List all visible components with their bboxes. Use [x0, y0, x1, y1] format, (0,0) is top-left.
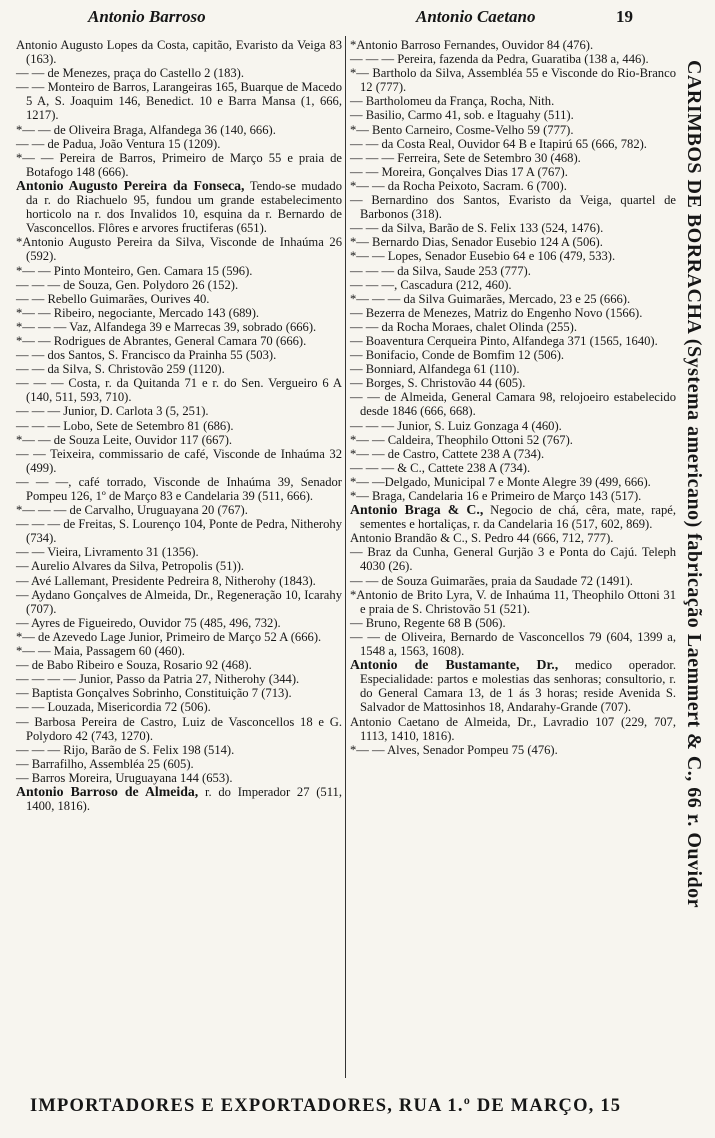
directory-entry [350, 38, 676, 52]
entry-name-bold: Antonio Braga & C., [350, 502, 484, 518]
entry-text: — Bonifacio, Conde de Bomfim 12 (506). [350, 348, 565, 363]
entry-text: — Basilio, Carmo 41, sob. e Itaguahy (511). [350, 108, 574, 123]
entry-text: *— de Azevedo Lage Junior, Primeiro de Março 52 A (666). [16, 629, 322, 644]
running-header-left: Antonio Barroso [88, 7, 206, 26]
entry-text: — — — Lobo, Sete de Setembro 81 (686). [16, 418, 234, 433]
directory-entry [16, 644, 342, 658]
entry-text: — — — — Junior, Passo da Patria 27, Nitherohy (344). [16, 672, 300, 687]
directory-entry [350, 278, 676, 292]
entry-text: *— — Maia, Passagem 60 (460). [16, 644, 185, 659]
footer-advertisement: IMPORTADORES E EXPORTADORES, RUA 1.º DE MARÇO, 15 [30, 1096, 622, 1116]
directory-entry [16, 264, 342, 278]
directory-entry [350, 447, 676, 461]
entry-text: Negocio de chá, cêra, mate, rapé, sementes e hortaliças, r. da Candelaria 16 (517, 602, 869). [360, 503, 676, 532]
entry-text: — Aurelio Alvares da Silva, Petropolis (51)). [16, 559, 245, 574]
directory-entry [16, 179, 342, 235]
entry-text: *— — Rodrigues de Abrantes, General Camara 70 (666). [16, 333, 307, 348]
directory-entry [350, 574, 676, 588]
entry-text: Antonio Brandão & C., S. Pedro 44 (666, 712, 777). [350, 531, 614, 546]
entry-text: — Barbosa Pereira de Castro, Luiz de Vasconcellos 18 e G. Polydoro 42 (743, 1270). [16, 714, 342, 743]
entry-text: — — de Souza Guimarães, praia da Saudade 72 (1491). [350, 573, 633, 588]
directory-entry [350, 475, 676, 489]
entry-text: — Boaventura Cerqueira Pinto, Alfandega 371 (1565, 1640). [350, 333, 658, 348]
directory-entry [16, 404, 342, 418]
entry-text: — — — Junior, S. Luiz Gonzaga 4 (460). [350, 418, 562, 433]
directory-entry [16, 517, 342, 545]
entry-text: — Barrafilho, Assembléa 25 (605). [16, 756, 194, 771]
directory-entry [16, 235, 342, 263]
entry-text: — — — da Silva, Saude 253 (777). [350, 263, 531, 278]
directory-entry [16, 545, 342, 559]
directory-entry [350, 362, 676, 376]
entry-text: — — — Junior, D. Carlota 3 (5, 251). [16, 404, 209, 419]
directory-entry [350, 306, 676, 320]
entry-text: *— — de Castro, Cattete 238 A (734). [350, 446, 545, 461]
entry-text: — — da Silva, S. Christovão 259 (1120). [16, 362, 225, 377]
entry-text: — — da Silva, Barão de S. Felix 133 (524, 1476). [350, 221, 604, 236]
directory-entry [350, 334, 676, 348]
left-column [16, 38, 342, 813]
entry-text: — Bartholomeu da França, Rocha, Nith. [350, 94, 555, 109]
entry-text: *— Bernardo Dias, Senador Eusebio 124 A (506). [350, 235, 603, 250]
entry-text: — — Monteiro de Barros, Larangeiras 165, Buarque de Macedo 5 A, S. Joaquim 146, Benedict. 10 e Barra Mansa (1, 666, 1217). [16, 80, 342, 123]
entry-text: *— — de Oliveira Braga, Alfandega 36 (140, 666). [16, 122, 276, 137]
directory-entry [16, 362, 342, 376]
directory-entry [16, 376, 342, 404]
directory-entry [350, 292, 676, 306]
directory-entry [350, 461, 676, 475]
directory-entry [350, 348, 676, 362]
entry-text: — — — Ferreira, Sete de Setembro 30 (468). [350, 150, 581, 165]
directory-entry [350, 390, 676, 418]
entry-text: — — — & C., Cattete 238 A (734). [350, 460, 531, 475]
directory-entry [16, 715, 342, 743]
directory-entry [16, 616, 342, 630]
directory-entry [350, 94, 676, 108]
directory-entry [350, 264, 676, 278]
directory-entry [350, 531, 676, 545]
entry-text: Antonio Caetano de Almeida, Dr., Lavradio 107 (229, 707, 1113, 1410, 1816). [350, 714, 676, 743]
directory-entry [16, 785, 342, 813]
directory-entry [350, 419, 676, 433]
entry-text: — — —, café torrado, Visconde de Inhaúma 39, Senador Pompeu 126, 1º de Março 83 e Candelaria 39 (511, 666). [16, 474, 342, 503]
entry-text: — — Louzada, Misericordia 72 (506). [16, 700, 211, 715]
directory-entry [16, 574, 342, 588]
entry-text: — Baptista Gonçalves Sobrinho, Constituição 7 (713). [16, 686, 292, 701]
directory-entry [350, 376, 676, 390]
entry-text: — — Rebello Guimarães, Ourives 40. [16, 291, 210, 306]
directory-entry [350, 249, 676, 263]
entry-name-bold: Antonio Augusto Pereira da Fonseca, [16, 177, 245, 193]
directory-entry [350, 137, 676, 151]
directory-entry [16, 588, 342, 616]
directory-entry [350, 151, 676, 165]
directory-entry [350, 630, 676, 658]
directory-entry [350, 123, 676, 137]
entry-text: — — — de Freitas, S. Lourenço 104, Ponte de Pedra, Nitherohy (734). [16, 517, 342, 546]
directory-entry [16, 292, 342, 306]
entry-text: — Bezerra de Menezes, Matriz do Engenho Novo (1566). [350, 305, 643, 320]
directory-entry [16, 700, 342, 714]
entry-text: — de Babo Ribeiro e Souza, Rosario 92 (468). [16, 658, 252, 673]
directory-entry [16, 743, 342, 757]
entry-text: — — Moreira, Gonçalves Dias 17 A (767). [350, 164, 568, 179]
entry-text: — — da Costa Real, Ouvidor 64 B e Itapirú 65 (666, 782). [350, 136, 647, 151]
directory-entry [16, 503, 342, 517]
entry-text: medico operador. Especialidade: partos e molestias das senhoras; consultorio, r. do General Camara 13, de 1 ás 3 horas; reside Avenida S. Salvador de Mattosinhos 18, Andarahy-Grande (707). [360, 658, 676, 715]
entry-text: — Aydano Gonçalves de Almeida, Dr., Regeneração 10, Icarahy (707). [16, 587, 342, 616]
directory-entry [16, 320, 342, 334]
directory-entry [350, 165, 676, 179]
directory-entry [16, 672, 342, 686]
entry-text: — — — Rijo, Barão de S. Felix 198 (514). [16, 742, 235, 757]
entry-text: r. do Imperador 27 (511, 1400, 1816). [26, 784, 342, 814]
entry-text: — — da Rocha Moraes, chalet Olinda (255). [350, 319, 577, 334]
entry-text: — — — Costa, r. da Quitanda 71 e r. do Sen. Vergueiro 6 A (140, 511, 593, 710). [16, 376, 342, 405]
directory-entry [350, 616, 676, 630]
entry-text: — Bernardino dos Santos, Evaristo da Veiga, quartel de Barbonos (318). [350, 193, 676, 222]
column-divider [345, 36, 346, 1078]
directory-entry [350, 503, 676, 531]
entry-text: *— Braga, Candelaria 16 e Primeiro de Março 143 (517). [350, 489, 642, 503]
directory-entry [16, 757, 342, 771]
entry-text: *— —Delgado, Municipal 7 e Monte Alegre 39 (499, 666). [350, 474, 651, 489]
directory-entry [16, 630, 342, 644]
directory-entry [16, 433, 342, 447]
entry-text: *— — — Vaz, Alfandega 39 e Marrecas 39, sobrado (666). [16, 319, 317, 334]
entry-text: *Antonio Barroso Fernandes, Ouvidor 84 (476). [350, 38, 594, 52]
entry-text: *— Bartholo da Silva, Assembléa 55 e Visconde do Rio-Branco 12 (777). [350, 66, 676, 95]
directory-entry [16, 137, 342, 151]
entry-text: *— — Lopes, Senador Eusebio 64 e 106 (479, 533). [350, 249, 616, 264]
entry-text: *— — Alves, Senador Pompeu 75 (476). [350, 742, 558, 757]
directory-entry [16, 686, 342, 700]
directory-entry [16, 80, 342, 122]
entry-text: — Barros Moreira, Uruguayana 144 (653). [16, 770, 233, 785]
entry-text: — — —, Cascadura (212, 460). [350, 277, 512, 292]
entry-text: *— — Pereira de Barros, Primeiro de Março 55 e praia de Botafogo 148 (666). [16, 150, 342, 179]
directory-entry [16, 559, 342, 573]
entry-text: *— — Pinto Monteiro, Gen. Camara 15 (596). [16, 263, 253, 278]
entry-text: *— — — de Carvalho, Uruguayana 20 (767). [16, 503, 248, 518]
directory-entry [350, 588, 676, 616]
entry-text: — — de Almeida, General Camara 98, relojoeiro estabelecido desde 1846 (666, 668). [350, 390, 676, 419]
directory-entry [350, 715, 676, 743]
entry-text: Antonio Augusto Lopes da Costa, capitão, Evaristo da Veiga 83 (163). [16, 38, 342, 67]
directory-entry [16, 306, 342, 320]
directory-entry [16, 348, 342, 362]
entry-text: — — Vieira, Livramento 31 (1356). [16, 545, 199, 560]
entry-text: — — dos Santos, S. Francisco da Prainha 55 (503). [16, 348, 277, 363]
directory-entry [350, 320, 676, 334]
directory-entry [16, 658, 342, 672]
directory-entry [16, 151, 342, 179]
directory-entry [16, 475, 342, 503]
entry-text: *— — — da Silva Guimarães, Mercado, 23 e 25 (666). [350, 291, 631, 306]
entry-text: — Braz da Cunha, General Gurjão 3 e Ponta do Cajú. Teleph 4030 (26). [350, 545, 676, 574]
directory-entry [16, 66, 342, 80]
entry-text: — Avé Lallemant, Presidente Pedreira 8, Nitherohy (1843). [16, 573, 316, 588]
side-banner-text: CARIMBOS DE BORRACHA (Systema americano) fabricação Laemmert & C., 66 r. Ouvidor [683, 60, 705, 909]
directory-entry [16, 334, 342, 348]
directory-entry [350, 179, 676, 193]
entry-text: *— — Ribeiro, negociante, Mercado 143 (689). [16, 305, 260, 320]
directory-entry [16, 771, 342, 785]
entry-text: *— — da Rocha Peixoto, Sacram. 6 (700). [350, 178, 567, 193]
directory-entry [350, 52, 676, 66]
entry-text: — Bonniard, Alfandega 61 (110). [350, 362, 520, 377]
entry-name-bold: Antonio Barroso de Almeida, [16, 783, 199, 799]
entry-text: — Bruno, Regente 68 B (506). [350, 615, 506, 630]
directory-entry [350, 545, 676, 573]
entry-text: *— Bento Carneiro, Cosme-Velho 59 (777). [350, 122, 574, 137]
entry-text: Tendo-se mudado da r. do Riachuelo 95, fundou um grande estabelecimento horticolo na r. dos Invalidos 10, esquina da r. Bernardo de Vasconcellos. Flôres e arvores fructiferas (651). [26, 178, 342, 236]
entry-text: *Antonio de Brito Lyra, V. de Inhaúma 11, Theophilo Ottoni 31 e praia de S. Christovão 51 (521). [350, 587, 676, 616]
entry-text: *— — Caldeira, Theophilo Ottoni 52 (767). [350, 432, 573, 447]
entry-text: *Antonio Augusto Pereira da Silva, Visconde de Inhaúma 26 (592). [16, 235, 342, 264]
directory-entry [350, 489, 676, 503]
right-column [350, 38, 676, 757]
entry-text: — — Teixeira, commissario de café, Visconde de Inhaúma 32 (499). [16, 446, 342, 475]
entry-text: — — de Oliveira, Bernardo de Vasconcellos 79 (604, 1399 a, 1548 a, 1563, 1608). [350, 629, 676, 659]
directory-entry [350, 235, 676, 249]
directory-entry [350, 221, 676, 235]
directory-entry [350, 108, 676, 122]
entry-name-bold: Antonio de Bustamante, Dr., [350, 657, 559, 673]
page-number: 19 [616, 7, 633, 26]
directory-entry [350, 66, 676, 94]
directory-entry [16, 278, 342, 292]
entry-text: *— — de Souza Leite, Ouvidor 117 (667). [16, 432, 233, 447]
entry-text: — Ayres de Figueiredo, Ouvidor 75 (485, 496, 732). [16, 615, 281, 630]
directory-entry [350, 193, 676, 221]
directory-entry [350, 743, 676, 757]
directory-entry [16, 123, 342, 137]
side-advertisement [678, 60, 708, 1060]
entry-text: — Borges, S. Christovão 44 (605). [350, 376, 526, 391]
directory-entry [16, 447, 342, 475]
entry-text: — — de Menezes, praça do Castello 2 (183). [16, 66, 245, 81]
entry-text: — — — de Souza, Gen. Polydoro 26 (152). [16, 277, 239, 292]
entry-text: — — de Padua, João Ventura 15 (1209). [16, 136, 221, 151]
entry-text: — — — Pereira, fazenda da Pedra, Guaratiba (138 a, 446). [350, 52, 649, 67]
directory-entry [350, 433, 676, 447]
directory-entry [16, 419, 342, 433]
running-header-right: Antonio Caetano [416, 7, 536, 26]
directory-entry [350, 658, 676, 714]
directory-entry [16, 38, 342, 66]
